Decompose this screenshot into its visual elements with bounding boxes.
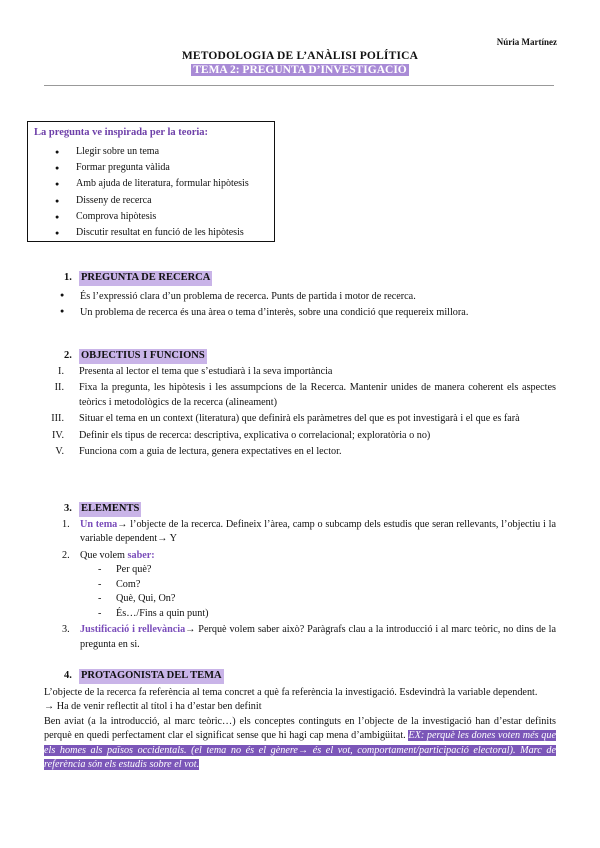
author-name: Núria Martínez [496, 37, 557, 47]
section-heading [40, 271, 556, 287]
list-text: l’objecte de la recerca. Defineix l’àrea, camp o subcamp dels estudis que seran rellevants, l’objectiu i la variable dependent→ Y [80, 519, 556, 545]
document-subtitle: TEMA 2: PREGUNTA D’INVESTIGACIÓ [193, 64, 407, 76]
list-text: Perquè volem saber això? Paràgrafs clau a la introducció i al marc teòric, no dins de la pregunta en si. [80, 624, 557, 650]
list-marker: 3. [62, 624, 70, 636]
list-text: Que volem [80, 549, 128, 561]
list-item: ● Discutir resultat en funció de les hipòtesis [34, 225, 268, 241]
section-protagonista [40, 669, 556, 685]
list-item: ● Amb ajuda de literatura, formular hipòtesis [34, 176, 268, 192]
paragraph: L’objecte de la recerca fa referència al tema concret a què fa referència la investigació. Esdevindrà la variable dependent. [44, 687, 538, 698]
list-item [40, 429, 556, 443]
section-pregunta-recerca [40, 271, 556, 321]
list-text: Situar el tema en un context (literatura) que definirà els paràmetres del que es pot investigarà i el que es farà [79, 413, 520, 425]
list-item [40, 607, 556, 621]
header-divider [44, 85, 554, 86]
section-number: 3. [64, 503, 72, 514]
list-item [40, 563, 556, 577]
list-item: ● Un problema de recerca és una àrea o tema d’interès, sobre una condició que requereix millora. [40, 306, 556, 320]
list-item [40, 445, 556, 459]
theory-steps-list [34, 144, 268, 241]
list-item: ● Disseny de recerca [34, 193, 268, 209]
list-text: Funciona com a guia de lectura, genera expectatives en el lector. [79, 446, 342, 458]
list-text: Què, Qui, On? [116, 593, 176, 605]
list-text: Fixa la pregunta, les hipòtesis i les assumpcions de la Recerca. Mantenir unides de manera coherent els aspectes teòrics i metodològics de la recerca (alineament) [79, 382, 556, 408]
list-item [40, 518, 556, 547]
example-highlight: EX: perquè les dones voten més que els homes als països occidentals. (el tema no és el gènere→ és el vot, comportament/participació electoral). Marc de referència són els estudis sobre el vot. [44, 730, 557, 771]
list-item: ● És l’expressió clara d’un problema de recerca. Punts de partida i motor de recerca. [40, 290, 556, 304]
section-objectius [40, 349, 556, 460]
document-subtitle-wrap [0, 62, 600, 78]
section-title: OBJECTIUS I FUNCIONS [79, 349, 207, 364]
section-title: ELEMENTS [79, 502, 141, 517]
arrow-icon: → [117, 519, 128, 530]
list-marker: III. [51, 413, 64, 425]
list-item [40, 549, 556, 563]
list-marker: 2. [62, 549, 70, 561]
list-marker: 1. [62, 519, 70, 530]
list-text: És…/Fins a quin punt) [116, 607, 209, 619]
section-number: 4. [64, 670, 72, 681]
section-number: 1. [64, 272, 72, 283]
paragraph-text: Ben aviat (a la introducció, al marc teòric…) els conceptes continguts en l’objecte de la investigació han d’estar definits perquè en quedi perfectament clar el significat sense que hi hagi cap mena d’ambigüitat. [44, 715, 556, 742]
list-marker: I. [58, 366, 64, 377]
list-item [40, 381, 556, 410]
section-heading [40, 669, 556, 685]
paragraph [44, 715, 556, 773]
element-term: Un tema [80, 519, 118, 530]
list-text: Presenta al lector el tema que s’estudiarà i la seva importància [79, 366, 333, 377]
dash-marker: - [98, 564, 102, 576]
element-term: Justificació i rellevància [80, 624, 186, 636]
arrow-icon: → [185, 624, 196, 636]
section-title: PROTAGONISTA DEL TEMA [79, 669, 224, 684]
list-item: ● Llegir sobre un tema [34, 144, 268, 160]
theory-box [27, 121, 275, 242]
list-item: ● Formar pregunta vàlida [34, 160, 268, 176]
list-item [40, 365, 556, 379]
dash-marker: - [98, 607, 102, 619]
list-item: ● Comprova hipòtesis [34, 209, 268, 225]
dash-marker: - [98, 593, 102, 605]
element-term: saber: [127, 549, 155, 561]
list-text: Definir els tipus de recerca: descriptiva, explicativa o correlacional; exploratòria o no) [79, 429, 431, 441]
document-title: METODOLOGIA DE L’ANÀLISI POLÍTICA [181, 50, 419, 62]
list-item [40, 578, 556, 592]
list-text: Com? [116, 578, 141, 590]
theory-box-title: La pregunta ve inspirada per la teoria: [34, 127, 209, 138]
list-item [40, 623, 556, 652]
dash-marker: - [98, 578, 102, 590]
list-marker: V. [55, 446, 64, 458]
section-heading [40, 349, 556, 365]
list-item [40, 412, 556, 426]
list-marker: IV. [52, 429, 64, 441]
list-marker: II. [54, 382, 64, 394]
list-text: Per què? [116, 564, 152, 576]
section-number: 2. [64, 350, 72, 361]
section-elements [40, 502, 556, 652]
section-heading [40, 502, 556, 518]
section-protagonista-body [44, 686, 556, 773]
section-title: PREGUNTA DE RECERCA [79, 271, 212, 286]
paragraph: → Ha de venir reflectit al títol i ha d’estar ben definit [44, 701, 262, 713]
list-item [40, 592, 556, 606]
